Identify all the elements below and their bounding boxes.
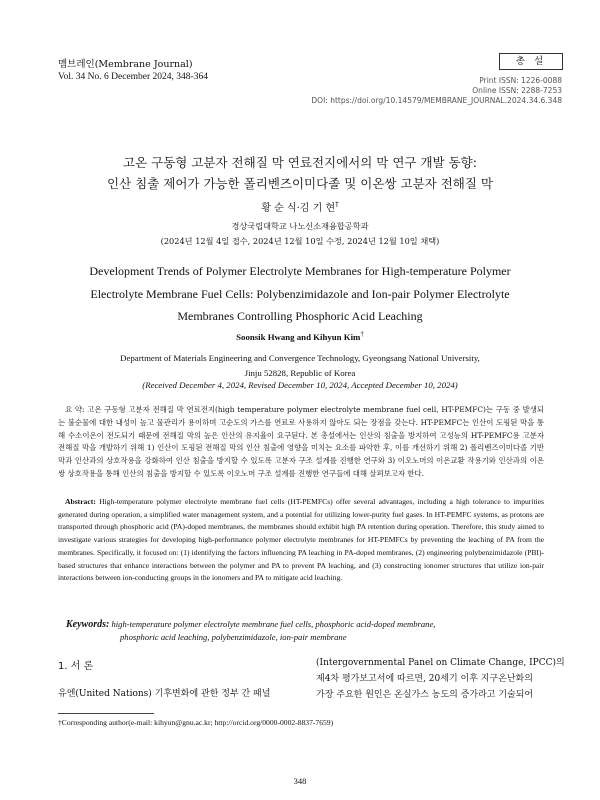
online-issn: Online ISSN: 2288-7253 <box>472 86 562 95</box>
page-number: 348 <box>293 776 307 786</box>
authors-english <box>40 330 560 342</box>
print-issn: Print ISSN: 1226-0088 <box>479 76 562 85</box>
title-english <box>40 260 560 328</box>
intro-left-column: 유엔(United Nations) 기후변화에 관한 정부 간 패널 <box>58 689 271 699</box>
corresponding-author-footnote: †Corresponding author(e-mail: kihyun@gnu.ac.kr; http://orcid.org/0000-0002-8837-7659) <box>58 718 334 727</box>
section-heading-introduction: 1. 서 론 <box>58 661 94 672</box>
authors-english-names: Soonsik Hwang and Kihyun Kim <box>236 331 361 342</box>
title-korean <box>40 152 560 194</box>
received-dates: (Received December 4, 2024, Revised December 10, 2024, Accepted December 10, 2024) <box>142 380 458 390</box>
title-english-line: Electrolyte Membrane Fuel Cells: Polybenzimidazole and Ion-pair Polymer Electrolyte <box>90 286 510 301</box>
abstract-korean <box>58 404 544 481</box>
keywords-label: Keywords: <box>66 619 110 630</box>
intro-right-column <box>316 655 565 704</box>
article-type-badge: 총 설 <box>499 53 563 70</box>
doi-link[interactable]: DOI: https://doi.org/10.14579/MEMBRANE_JOURNAL.2024.34.6.348 <box>311 96 562 105</box>
title-korean-line: 인산 침출 제어가 가능한 폴리벤즈이미다졸 및 이온쌍 고분자 전해질 막 <box>107 176 493 191</box>
department-line: Department of Materials Engineering and Convergence Technology, Gyeongsang National University, <box>120 353 480 363</box>
keywords <box>66 618 540 644</box>
keywords-line: high-temperature polymer electrolyte membrane fuel cells, phosphoric acid-doped membrane, <box>111 619 436 629</box>
intro-line: 제4차 평가보고서에 따르면, 20세기 이후 지구온난화의 <box>316 674 533 685</box>
affiliation-korean: 경상국립대학교 나노신소재융합공학과 <box>231 221 369 231</box>
footnote-divider <box>58 713 154 714</box>
department-line: Jinju 52828, Republic of Korea <box>244 368 356 378</box>
abstract-english <box>58 496 544 585</box>
title-korean-line: 고온 구동형 고분자 전해질 막 연료전지에서의 막 연구 개발 동향: <box>123 155 477 170</box>
abstract-english-label: Abstract: <box>65 497 96 506</box>
keywords-line: phosphoric acid leaching, polybenzimidazole, ion-pair membrane <box>120 632 347 642</box>
journal-name: 멤브레인(Membrane Journal) <box>58 59 193 70</box>
dates-korean: (2024년 12월 4일 접수, 2024년 12월 10일 수정, 2024년 12월 10일 채택) <box>160 236 440 246</box>
department-english <box>40 351 560 381</box>
corresponding-mark: † <box>360 330 364 338</box>
title-english-line: Membranes Controlling Phosphoric Acid Leaching <box>177 309 423 323</box>
intro-line: (Intergovernmental Panel on Climate Change, IPCC)의 <box>316 658 565 668</box>
authors-korean <box>40 199 560 214</box>
intro-line: 가장 주요한 원인은 온실가스 농도의 증가라고 기술되어 <box>316 690 534 701</box>
authors-korean-names: 황 순 식·김 기 현 <box>261 203 336 214</box>
corresponding-mark: † <box>335 200 339 209</box>
abstract-korean-text: 고온 구동형 고분자 전해질 막 연료전지(high temperature polymer electrolyte membrane fuel cell, HT-PEMFC)는 구동 중 발생되는 불순물에 대한 내성이 높고 물관리가 용이하며 고순도의 가스를 연료로 사용하지 않아도 되는 장점을 갖는다. HT-PEMFC는 인산이 도핑된 막을 통해 수소이온이 전도되기 때문에 전해질 막의 높은 인산의 유지율이 요구된다. 본 총설에서는 인산의 침출을 방지하여 고성능의 HT-PEMFC용 고분자 전해질 막을 개발하기 위해 1) 인산이 도핑된 전해질 막의 인산 침출에 영향을 미치는 요소를 파악한 후, 이를 개선하기 위해 2) 폴리벤즈이미다졸 기반 막과 인산과의 상호작용을 강화하여 인산 침출을 방지할 수 있도록 고분자 구조 설계를 진행한 연구와 3) 이오노머의 이온교환 작용기와 인산과의 이온쌍 상호작용을 통해 인산의 침출을 방지할 수 있도록 이오노머 구조 설계를 진행한 연구들에 대해 살펴보고자 한다. <box>58 405 544 478</box>
abstract-english-text: High-temperature polymer electrolyte membrane fuel cells (HT-PEMFCs) offer several advantages, including a high tolerance to impurities generated during operation, a simplified water management system, and a potential for utilizing lower-purity fuel gases. In HT-PEMFC systems, as protons are transported through phosphoric acid (PA)-doped membranes, the membranes should exhibit high PA retention during operation. Therefore, this study aimed to investigate various strategies for developing high-performance polymer electrolyte membranes for HT-PEMFCs by preventing the leaching of PA from the membranes. Specifically, it focused on: (1) identifying the factors influencing PA leaching in PA-doped membranes, (2) engineering polybenzimidazole (PBI)-based structures that enhance interactions between the polymer and PA to prevent PA leaching, and (3) constructing ionomer structures that utilize ion-pair interactions between ion-conducting groups in the ionomers and PA to mitigate acid leaching. <box>58 497 544 583</box>
abstract-korean-label: 요 약: <box>65 405 85 414</box>
journal-volume: Vol. 34 No. 6 December 2024, 348-364 <box>58 72 208 82</box>
title-english-line: Development Trends of Polymer Electrolyte Membranes for High-temperature Polymer <box>89 264 511 278</box>
